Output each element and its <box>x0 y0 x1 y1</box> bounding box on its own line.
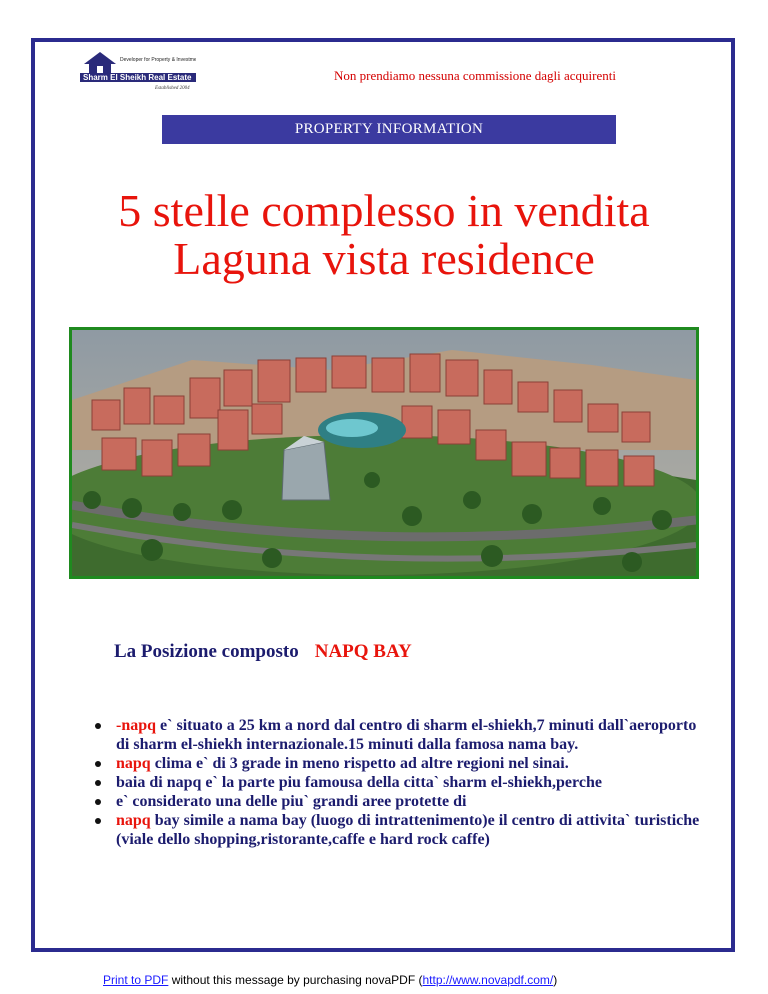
footer-text: without this message by purchasing novaPDF ( <box>168 973 423 987</box>
list-item-lead: -napq <box>116 717 157 734</box>
list-item-lead: napq <box>116 755 151 772</box>
svg-text:Sharm El Sheikh Real Estate: Sharm El Sheikh Real Estate <box>83 73 192 82</box>
location-heading <box>114 641 412 663</box>
location-highlight: NAPQ BAY <box>314 641 412 662</box>
feature-list <box>90 716 710 849</box>
section-banner-label: PROPERTY INFORMATION <box>294 121 484 137</box>
list-item-lead: napq <box>116 812 151 829</box>
list-item-text: bay simile a nama bay (luogo di intrattenimento)e il centro di attivita` turistiche (viale dello shopping,ristorante,caffe e hard rock caffe) <box>116 812 700 848</box>
section-banner <box>162 115 616 144</box>
list-item <box>90 773 710 792</box>
list-item-text: e` considerato una delle piu` grandi aree protette di <box>116 793 467 810</box>
svg-text:Developer for Property & Inves: Developer for Property & Investments <box>120 57 196 63</box>
footer-text-end: ) <box>553 973 558 987</box>
page-title-line1: 5 stelle complesso in vendita <box>118 185 650 236</box>
list-item-text: clima e` di 3 grade in meno rispetto ad altre regioni nel sinai. <box>150 755 569 772</box>
resort-aerial-photo <box>69 327 699 579</box>
list-item-text: e` situato a 25 km a nord dal centro di sharm el-shiekh,7 minuti dall`aeroporto di sharm el-shiekh internazionale.15 minuti dalla famosa nama bay. <box>116 717 697 753</box>
list-item <box>90 754 710 773</box>
list-item <box>90 792 710 811</box>
list-item <box>90 811 710 849</box>
print-footer <box>103 973 557 987</box>
location-heading-label: La Posizione composto <box>114 641 299 662</box>
novapdf-link[interactable]: http://www.novapdf.com/ <box>422 973 554 987</box>
commission-note: Non prendiamo nessuna commissione dagli acquirenti <box>334 68 616 83</box>
list-item <box>90 716 710 754</box>
list-item-text: baia di napq e` la parte piu famousa della citta` sharm el-shiekh,perche <box>116 774 602 791</box>
svg-text:Established 2004: Established 2004 <box>155 86 190 91</box>
print-to-pdf-link[interactable]: Print to PDF <box>103 973 169 987</box>
company-logo <box>80 46 196 92</box>
page-title-line2: Laguna vista residence <box>173 233 595 284</box>
